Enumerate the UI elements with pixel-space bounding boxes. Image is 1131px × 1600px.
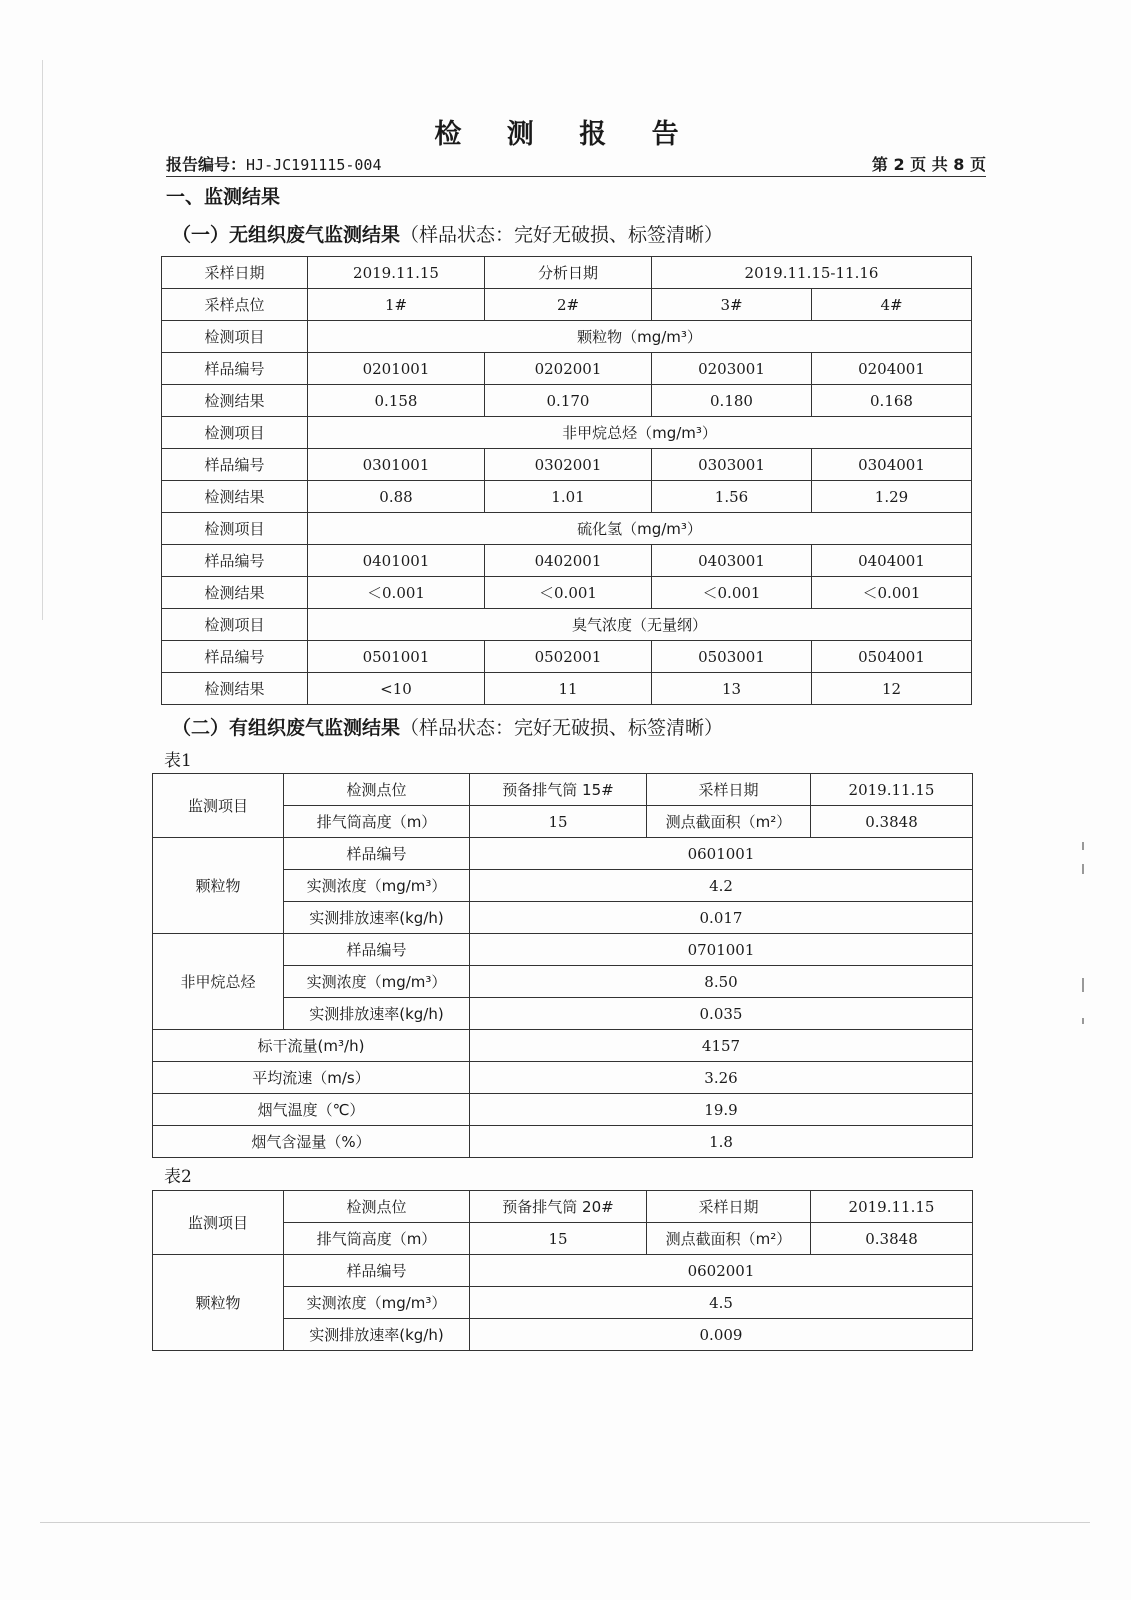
result-value: 0.170: [485, 385, 652, 417]
table-row: [162, 417, 972, 449]
table-row: [162, 641, 972, 673]
sample-no-value: 0602001: [470, 1255, 973, 1287]
result-value: 11: [485, 673, 652, 705]
stack-height-label: 排气筒高度（m）: [284, 1223, 470, 1255]
sample-no-label: 样品编号: [162, 353, 308, 385]
sample-no: 0201001: [308, 353, 485, 385]
result-value: 12: [812, 673, 972, 705]
section-area-label: 测点截面积（m²）: [647, 806, 811, 838]
table-row: [162, 577, 972, 609]
concentration-value: 4.2: [470, 870, 973, 902]
test-item-label: 检测项目: [162, 609, 308, 641]
table-row: [153, 1255, 973, 1287]
table-row: [162, 481, 972, 513]
sampling-point: 2#: [485, 289, 652, 321]
sampling-point: 3#: [652, 289, 812, 321]
scan-edge-mark: [1082, 842, 1084, 850]
result-label: 检测结果: [162, 673, 308, 705]
result-value: ＜0.001: [308, 577, 485, 609]
sampling-date: 2019.11.15: [308, 257, 485, 289]
test-item-name: 硫化氢（mg/m³）: [308, 513, 972, 545]
report-number-value: HJ-JC191115-004: [246, 156, 382, 174]
unorganized-heading-note: （样品状态：完好无破损、标签清晰）: [400, 224, 724, 246]
sample-no-label: 样品编号: [162, 545, 308, 577]
date-label: 采样日期: [647, 1191, 811, 1223]
result-label: 检测结果: [162, 481, 308, 513]
sample-no-value: 0701001: [470, 934, 973, 966]
sampling-date-label: 采样日期: [162, 257, 308, 289]
analysis-date-label: 分析日期: [485, 257, 652, 289]
date-value: 2019.11.15: [811, 1191, 973, 1223]
organized-table-2: [152, 1190, 973, 1351]
date-label: 采样日期: [647, 774, 811, 806]
table-row: [162, 257, 972, 289]
emission-rate-value: 0.035: [470, 998, 973, 1030]
section-area-label: 测点截面积（m²）: [647, 1223, 811, 1255]
table-row: [162, 513, 972, 545]
test-item-label: 检测项目: [162, 417, 308, 449]
sample-no: 0401001: [308, 545, 485, 577]
point-value: 预备排气筒 20#: [470, 1191, 647, 1223]
section-heading: 一、监测结果: [166, 186, 281, 208]
result-label: 检测结果: [162, 577, 308, 609]
sample-no: 0303001: [652, 449, 812, 481]
sample-no: 0204001: [812, 353, 972, 385]
table-row: [162, 449, 972, 481]
table-row: [153, 838, 973, 870]
concentration-label: 实测浓度（mg/m³）: [284, 870, 470, 902]
concentration-value: 8.50: [470, 966, 973, 998]
scan-edge-mark: [1082, 1018, 1084, 1024]
test-item-label: 检测项目: [162, 513, 308, 545]
test-item-name: 臭气浓度（无量纲）: [308, 609, 972, 641]
gas-temperature-label: 烟气温度（℃）: [153, 1094, 470, 1126]
result-value: ＜0.001: [652, 577, 812, 609]
table2-label: 表2: [164, 1167, 192, 1187]
sample-no: 0403001: [652, 545, 812, 577]
sample-no: 0504001: [812, 641, 972, 673]
point-label: 检测点位: [284, 774, 470, 806]
sample-no: 0503001: [652, 641, 812, 673]
velocity-label: 平均流速（m/s）: [153, 1062, 470, 1094]
stack-height-value: 15: [470, 1223, 647, 1255]
test-item-name: 颗粒物（mg/m³）: [308, 321, 972, 353]
table-row: [162, 353, 972, 385]
page-title: 检 测 报 告: [434, 119, 697, 150]
velocity-value: 3.26: [470, 1062, 973, 1094]
unorganized-heading-title: （一）无组织废气监测结果: [172, 224, 401, 246]
sample-no: 0304001: [812, 449, 972, 481]
result-value: ＜0.001: [812, 577, 972, 609]
sample-no: 0502001: [485, 641, 652, 673]
result-value: <10: [308, 673, 485, 705]
organized-heading-title: （二）有组织废气监测结果: [172, 717, 401, 739]
table-row: [153, 1191, 973, 1223]
stack-height-value: 15: [470, 806, 647, 838]
emission-rate-value: 0.009: [470, 1319, 973, 1351]
organized-heading: [172, 713, 723, 740]
monitor-item-label: 监测项目: [153, 774, 284, 838]
concentration-label: 实测浓度（mg/m³）: [284, 966, 470, 998]
result-value: 1.29: [812, 481, 972, 513]
sampling-point-label: 采样点位: [162, 289, 308, 321]
table-row: [162, 609, 972, 641]
scan-edge-mark: [1082, 978, 1084, 992]
sample-no-value: 0601001: [470, 838, 973, 870]
sample-no-label: 样品编号: [284, 1255, 470, 1287]
pollutant-name: 颗粒物: [153, 838, 284, 934]
point-value: 预备排气筒 15#: [470, 774, 647, 806]
table-row: [153, 774, 973, 806]
monitor-item-label: 监测项目: [153, 1191, 284, 1255]
sample-no: 0202001: [485, 353, 652, 385]
emission-rate-label: 实测排放速率(kg/h): [284, 998, 470, 1030]
table1-label: 表1: [164, 751, 192, 771]
pollutant-name: 非甲烷总烃: [153, 934, 284, 1030]
moisture-value: 1.8: [470, 1126, 973, 1158]
scan-edge-bottom: [40, 1522, 1090, 1523]
table-row: [162, 321, 972, 353]
sample-no-label: 样品编号: [162, 641, 308, 673]
result-value: 1.01: [485, 481, 652, 513]
report-header: [166, 150, 986, 177]
table-row: [162, 545, 972, 577]
unorganized-results-table: [161, 256, 972, 705]
result-value: 0.168: [812, 385, 972, 417]
moisture-label: 烟气含湿量（%）: [153, 1126, 470, 1158]
result-value: 1.56: [652, 481, 812, 513]
result-value: 0.180: [652, 385, 812, 417]
test-item-label: 检测项目: [162, 321, 308, 353]
sample-no: 0501001: [308, 641, 485, 673]
table-row: [162, 289, 972, 321]
gas-temperature-value: 19.9: [470, 1094, 973, 1126]
organized-table-1: [152, 773, 973, 1158]
scan-edge-mark: [1082, 864, 1084, 874]
result-value: 0.88: [308, 481, 485, 513]
flow-rate-value: 4157: [470, 1030, 973, 1062]
emission-rate-value: 0.017: [470, 902, 973, 934]
emission-rate-label: 实测排放速率(kg/h): [284, 1319, 470, 1351]
test-item-name: 非甲烷总烃（mg/m³）: [308, 417, 972, 449]
stack-height-label: 排气筒高度（m）: [284, 806, 470, 838]
analysis-date: 2019.11.15-11.16: [652, 257, 972, 289]
pollutant-name: 颗粒物: [153, 1255, 284, 1351]
sample-no: 0302001: [485, 449, 652, 481]
sample-no: 0402001: [485, 545, 652, 577]
sample-no-label: 样品编号: [284, 838, 470, 870]
result-value: 13: [652, 673, 812, 705]
section-area-value: 0.3848: [811, 806, 973, 838]
table-row: [153, 1062, 973, 1094]
result-value: ＜0.001: [485, 577, 652, 609]
sample-no-label: 样品编号: [162, 449, 308, 481]
concentration-label: 实测浓度（mg/m³）: [284, 1287, 470, 1319]
concentration-value: 4.5: [470, 1287, 973, 1319]
table-row: [162, 673, 972, 705]
unorganized-heading: [172, 220, 723, 247]
result-label: 检测结果: [162, 385, 308, 417]
table-row: [153, 1126, 973, 1158]
sampling-point: 4#: [812, 289, 972, 321]
organized-heading-note: （样品状态：完好无破损、标签清晰）: [400, 717, 724, 739]
result-value: 0.158: [308, 385, 485, 417]
report-number-label: 报告编号：: [166, 155, 247, 174]
sample-no: 0404001: [812, 545, 972, 577]
date-value: 2019.11.15: [811, 774, 973, 806]
sample-no-label: 样品编号: [284, 934, 470, 966]
table-row: [153, 1094, 973, 1126]
emission-rate-label: 实测排放速率(kg/h): [284, 902, 470, 934]
table-row: [153, 934, 973, 966]
flow-rate-label: 标干流量(m³/h): [153, 1030, 470, 1062]
table-row: [162, 385, 972, 417]
sample-no: 0301001: [308, 449, 485, 481]
table-row: [153, 1030, 973, 1062]
point-label: 检测点位: [284, 1191, 470, 1223]
page-info: 第 2 页 共 8 页: [871, 155, 986, 174]
sample-no: 0203001: [652, 353, 812, 385]
report-number: [166, 152, 381, 175]
sampling-point: 1#: [308, 289, 485, 321]
section-area-value: 0.3848: [811, 1223, 973, 1255]
